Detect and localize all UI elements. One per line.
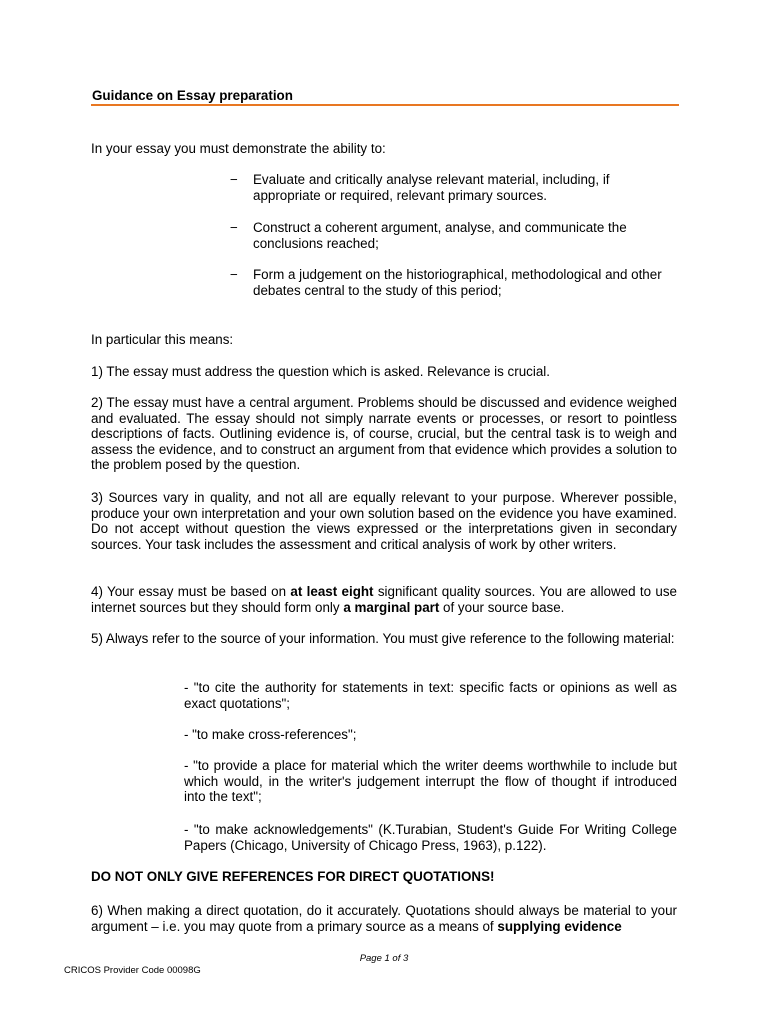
- point-6: 6) When making a direct quotation, do it accurately. Quotations should always be material to your argument – i.e. you may quote from a primary source as a means of supplying evidence: [91, 903, 677, 934]
- bullet-text: Evaluate and critically analyse relevant material, including, if appropriate or required, relevant primary sources.: [253, 172, 610, 203]
- point-1: 1) The essay must address the question which is asked. Relevance is crucial.: [91, 364, 550, 379]
- reference-quote: - "to make cross-references";: [184, 727, 357, 742]
- bullet-item: [230, 267, 678, 298]
- point-3: 3) Sources vary in quality, and not all are equally relevant to your purpose. Wherever possible, produce your own interpretation and your own solution based on the evidence you have examined. Do not accept without question the views expressed or the interpretations given in secondary sources. Your task includes the assessment and critical analysis of work by other writers.: [91, 490, 677, 552]
- bullet-text: Form a judgement on the historiographical, methodological and other debates central to the study of this period;: [253, 267, 662, 298]
- bullet-marker: −: [230, 220, 238, 235]
- in-particular-text: In particular this means:: [91, 332, 234, 347]
- bullet-text: Construct a coherent argument, analyse, and communicate the conclusions reached;: [253, 220, 627, 251]
- emphasis-supplying-evidence: supplying evidence: [497, 918, 622, 934]
- reference-quote: - "to cite the authority for statements in text: specific facts or opinions as well as exact quotations";: [184, 680, 677, 711]
- intro-text: In your essay you must demonstrate the ability to:: [91, 141, 386, 156]
- point-4: 4) Your essay must be based on at least eight significant quality sources. You are allowed to use internet sources but they should form only a marginal part of your source base.: [91, 584, 677, 615]
- footer-provider-code: CRICOS Provider Code 00098G: [64, 965, 201, 976]
- point-2: 2) The essay must have a central argument. Problems should be discussed and evidence weighed and evaluated. The essay should not simply narrate events or processes, or resort to pointless descriptions of facts. Outlining evidence is, of course, crucial, but the central task is to weigh and assess the evidence, and to construct an argument from that evidence which provides a solution to the problem posed by the question.: [91, 395, 677, 473]
- point-5: 5) Always refer to the source of your information. You must give reference to the following material:: [91, 631, 675, 646]
- bullet-item: [230, 172, 678, 203]
- page-number: Page 1 of 3: [359, 953, 409, 964]
- emphasis-at-least-eight: at least eight: [290, 584, 374, 599]
- document-title: Guidance on Essay preparation: [92, 88, 293, 103]
- bullet-marker: −: [230, 172, 238, 187]
- caps-notice: DO NOT ONLY GIVE REFERENCES FOR DIRECT QUOTATIONS!: [91, 869, 495, 884]
- title-underline: [91, 104, 679, 106]
- bullet-marker: −: [230, 267, 238, 282]
- reference-quote: - "to make acknowledgements" (K.Turabian, Student's Guide For Writing College Papers (Chicago, University of Chicago Press, 1963), p.122).: [184, 822, 677, 853]
- emphasis-marginal-part: a marginal part: [343, 599, 440, 615]
- bullet-item: [230, 220, 678, 251]
- reference-quote: - "to provide a place for material which the writer deems worthwhile to include but which would, in the writer's judgement interrupt the flow of thought if introduced into the text";: [184, 758, 677, 805]
